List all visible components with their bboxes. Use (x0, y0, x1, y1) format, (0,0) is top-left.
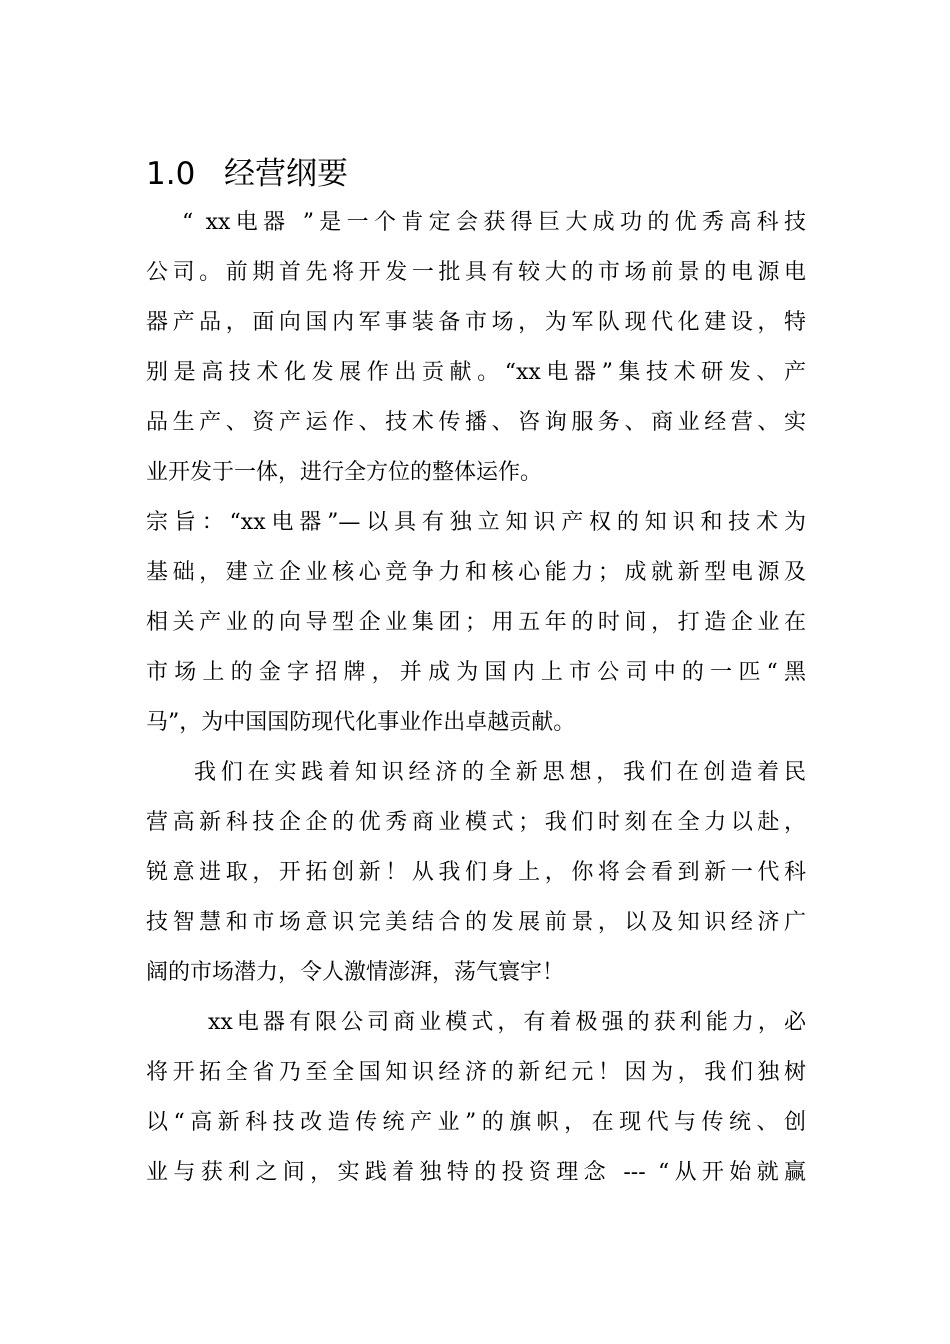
text-line: 技智慧和市场意识完美结合的发展前景，以及知识经济广 (146, 910, 806, 935)
paragraph-vision (146, 748, 806, 998)
text-line: xx电器有限公司商业模式，有着极强的获利能力，必 (208, 1010, 806, 1035)
text-line: 品生产、资产运作、技术传播、咨询服务、商业经营、实 (146, 410, 806, 435)
text-line: 宗旨：“xx电器”—以具有独立知识产权的知识和技术为 (146, 510, 806, 535)
text-line: 将开拓全省乃至全国知识经济的新纪元！因为，我们独树 (146, 1060, 806, 1085)
paragraph-business-model (146, 998, 806, 1198)
section-number: 1.0 (146, 156, 196, 192)
text-line: 阔的市场潜力，令人激情澎湃，荡气寰宇！ (146, 960, 565, 985)
text-line: 业与获利之间，实践着独特的投资理念 --- “从开始就赢 (146, 1160, 806, 1185)
text-line: 营高新科技企企的优秀商业模式；我们时刻在全力以赴， (146, 810, 806, 835)
paragraph-intro (146, 198, 806, 498)
section-title: 经营纲要 (224, 156, 348, 192)
text-line: 别是高技术化发展作出贡献。“xx电器”集技术研发、产 (146, 360, 806, 385)
text-line: 我们在实践着知识经济的全新思想，我们在创造着民 (194, 760, 806, 785)
section-heading (146, 152, 348, 196)
text-line: 马”，为中国国防现代化事业作出卓越贡献。 (146, 710, 576, 735)
text-line: 市场上的金字招牌，并成为国内上市公司中的一匹“黑 (146, 660, 806, 685)
text-line: 相关产业的向导型企业集团；用五年的时间，打造企业在 (146, 610, 806, 635)
paragraph-purpose (146, 498, 806, 748)
text-line: 公司。前期首先将开发一批具有较大的市场前景的电源电 (146, 260, 806, 285)
text-line: 锐意进取，开拓创新！从我们身上，你将会看到新一代科 (146, 860, 806, 885)
text-line: 基础，建立企业核心竞争力和核心能力；成就新型电源及 (146, 560, 806, 585)
text-line: 业开发于一体，进行全方位的整体运作。 (146, 460, 543, 485)
text-line: “ xx电器 ”是一个肯定会获得巨大成功的优秀高科技 (182, 210, 806, 235)
text-line: 以“高新科技改造传统产业”的旗帜，在现代与传统、创 (146, 1110, 806, 1135)
text-line: 器产品，面向国内军事装备市场，为军队现代化建设，特 (146, 310, 806, 335)
